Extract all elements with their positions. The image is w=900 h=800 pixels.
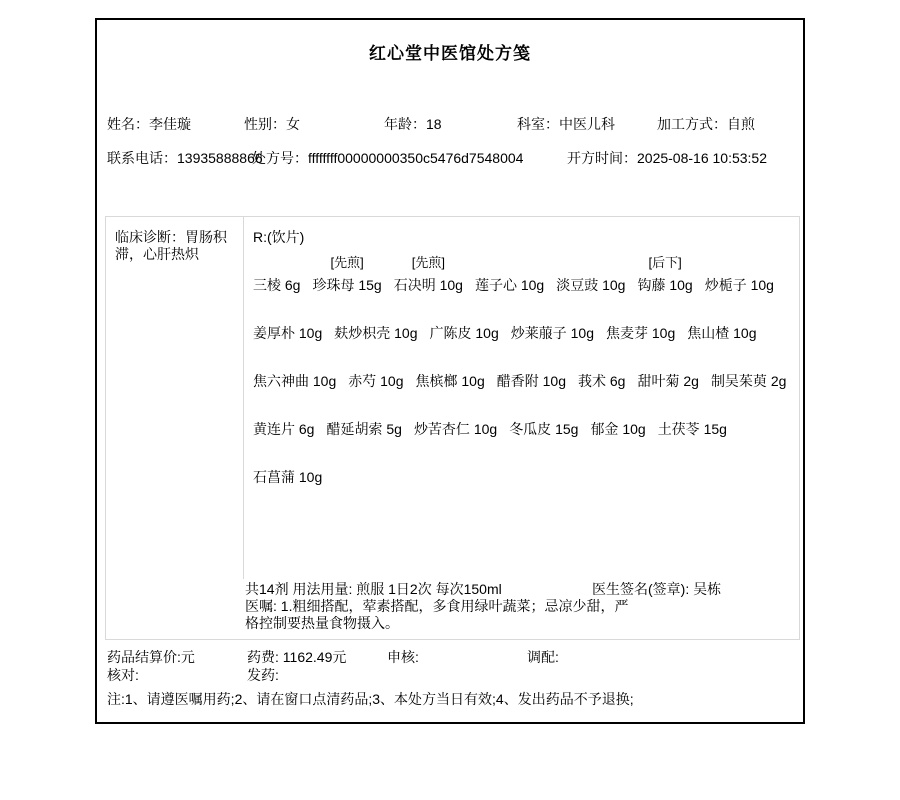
field-value: 1162.49元 [282,649,347,665]
field-value: ffffffff00000000350c5476d7548004 [308,150,524,166]
medicine-item [578,351,625,389]
phone-field [107,150,263,167]
medicine-item [511,303,594,341]
medicine-name: 三棱 6g [253,277,301,293]
medicine-item [394,255,463,293]
field-value: 元 [180,649,195,665]
age-field [384,116,517,133]
drug-fee-field [247,648,387,666]
processing-method-field [657,116,797,133]
dispense-field [247,666,797,684]
footer [107,648,797,708]
medicine-name: 淡豆豉 10g [556,277,626,293]
signature-label: 医生签名(签章): [592,581,694,597]
field-value: 2025-08-16 10:53:52 [637,150,767,166]
medicine-name: 姜厚朴 10g [253,325,323,341]
field-label: 调配: [527,649,559,665]
medicine-row [253,399,795,437]
usage-row [245,581,795,598]
clinical-diagnosis [106,217,244,579]
field-label: 申核: [387,649,419,665]
medicine-name: 甜叶菊 2g [637,373,699,389]
signature-value: 吴栋 [693,581,722,597]
field-label: 加工方式： [657,116,727,132]
medicine-item [334,303,417,341]
field-label: 性别： [244,116,286,132]
prepare-field [527,648,797,666]
field-label: 药费: [247,649,283,665]
field-label: 开方时间： [567,150,637,166]
rx-cell [244,217,799,579]
prescription-number-field [252,150,567,167]
medicine-item [348,351,403,389]
diagnosis-value: 胃肠积滞，心肝热炽 [115,229,227,262]
footer-note: 注:1、请遵医嘱用药;2、请在窗口点清药品;3、本处方当日有效;4、发出药品不予退换; [107,691,634,707]
field-value: 中医儿科 [559,116,615,132]
medicine-name: 炒栀子 10g [704,277,774,293]
medicine-row [253,255,795,293]
patient-name-field [107,116,244,133]
field-label: 核对: [107,667,139,683]
field-label: 联系电话： [107,150,177,166]
medicine-item [711,351,786,389]
field-label: 年龄： [384,116,426,132]
footer-row-1 [107,648,797,666]
field-label: 姓名： [107,116,149,132]
medicine-name: 黄连片 6g [253,421,315,437]
medicine-name: 焦槟榔 10g [415,373,485,389]
rx-header: R:(饮片) [253,229,305,245]
medicine-item [253,447,322,485]
medicine-name: 石菖蒲 10g [253,469,323,485]
medicine-item [509,399,578,437]
review-field [387,648,527,666]
footer-row-2 [107,666,797,684]
issue-time-field [567,150,797,167]
patient-info-row-2 [107,150,797,167]
medicine-item [556,255,625,293]
field-label: 处方号： [252,150,308,166]
field-value: 13935888866 [177,150,263,166]
medical-advice: 医嘱: 1.粗细搭配，荤素搭配，多食用绿叶蔬菜；忌凉少甜，严格控制要热量食物摄入。 [245,598,629,631]
field-value: 女 [286,116,300,132]
field-label: 发药: [247,667,279,683]
prescription-content-row [106,217,799,579]
medicine-item [253,399,314,437]
decoction-tag: [先煎] [330,255,364,270]
field-label: 科室： [517,116,559,132]
diagnosis-label: 临床诊断： [115,229,185,245]
medicine-name: 莲子心 10g [474,277,545,293]
medicine-name: 珍珠母 15g [312,277,382,293]
check-field [107,666,247,684]
field-value: 自煎 [727,116,755,132]
decoction-tag: [先煎] [411,255,445,270]
medicine-item [590,399,645,437]
medicine-item [637,255,692,293]
medicine-item [430,303,499,341]
medicine-row [253,447,795,485]
medicine-name: 炒莱菔子 10g [510,325,594,341]
medicine-name: 焦山楂 10g [687,325,757,341]
medicine-item [326,399,401,437]
medicine-row [253,303,795,341]
usage-section [106,579,799,639]
patient-info-row-1 [107,116,797,133]
field-label: 药品结算价: [107,649,181,665]
medicine-item [497,351,566,389]
gender-field [244,116,384,133]
medicine-name: 石决明 10g [393,277,463,293]
field-value: 李佳璇 [149,116,191,132]
medicine-item [416,351,485,389]
medicine-name: 广陈皮 10g [429,325,499,341]
medicine-row [253,351,795,389]
doctor-signature [592,581,721,598]
medicine-name: 土茯苓 15g [657,421,727,437]
medicine-name: 焦麦芽 10g [606,325,676,341]
page-title: 红心堂中医馆处方笺 [369,44,531,63]
field-value: 18 [426,116,442,132]
prescription-sheet [95,18,805,724]
medicine-name: 炒苦杏仁 10g [413,421,498,437]
prescription-body [105,216,800,640]
medicine-list [253,255,795,485]
medicine-name: 钩藤 10g [637,277,693,293]
medicine-name: 郁金 10g [590,421,646,437]
medicine-item [253,351,336,389]
medicine-item [414,399,497,437]
medicine-name: 醋香附 10g [496,373,566,389]
medicine-item [312,255,381,293]
medicine-item [475,255,544,293]
medicine-name: 赤芍 10g [348,373,404,389]
medicine-item [658,399,727,437]
medicine-item [687,303,756,341]
decoction-tag: [后下] [648,255,682,270]
dosage-line: 共14剂 用法用量: 煎服 1日2次 每次150ml [245,581,502,597]
medicine-item [705,255,774,293]
medicine-name: 制吴茱萸 2g [710,373,787,389]
medicine-item [637,351,698,389]
medicine-name: 醋延胡索 5g [326,421,402,437]
medicine-item [253,303,322,341]
medicine-item [606,303,675,341]
medicine-name: 麸炒枳壳 10g [334,325,418,341]
settlement-price-field [107,648,247,666]
medicine-name: 冬瓜皮 15g [509,421,579,437]
department-field [517,116,657,133]
medicine-name: 莪术 6g [578,373,626,389]
medicine-item [253,255,300,293]
medicine-name: 焦六神曲 10g [253,373,337,389]
